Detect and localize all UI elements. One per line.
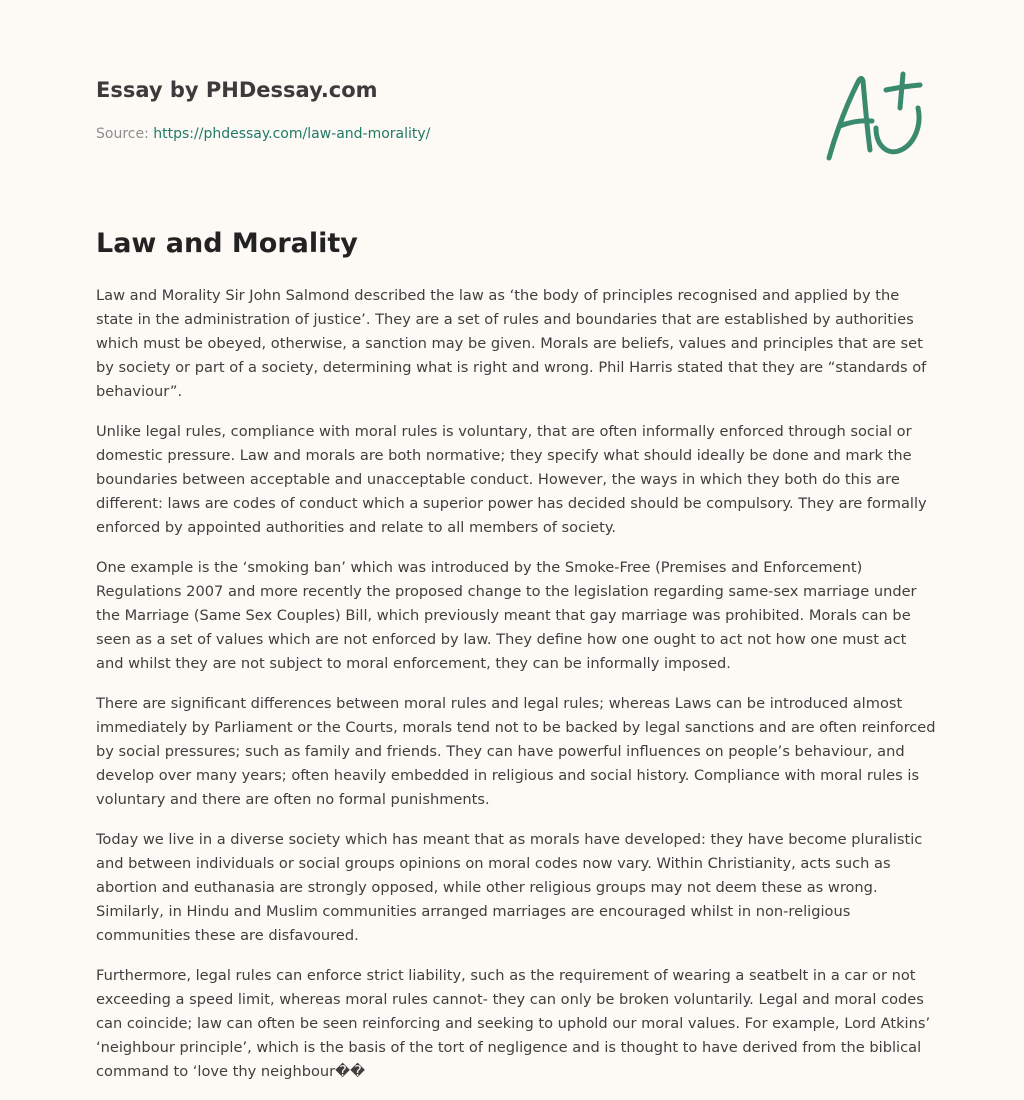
- paragraph: There are significant differences between moral rules and legal rules; whereas Laws can be introduced almost immediately by Parliament or the Courts, morals tend not to be backed by legal sanctions and are often reinforced by social pressures; such as family and friends. They can have powerful influences on people’s behaviour, and develop over many years; often heavily embedded in religious and social history. Compliance with moral rules is voluntary and there are often no formal punishments.: [96, 695, 936, 808]
- source-line: [96, 125, 936, 143]
- source-label: Source:: [96, 126, 149, 142]
- paragraph: Furthermore, legal rules can enforce strict liability, such as the requirement of wearing a seatbelt in a car or not exceeding a speed limit, whereas moral rules cannot- they can only be broken voluntarily. Legal and moral codes can coincide; law can often be seen reinforcing and seeking to uphold our moral values. For example, Lord Atkins’ ‘neighbour principle’, which is the basis of the tort of negligence and is thought to have derived from the biblical command to ‘love thy neighbour��: [96, 967, 931, 1080]
- article-body: [96, 284, 936, 1100]
- source-link[interactable]: https://phdessay.com/law-and-morality/: [153, 126, 431, 142]
- paragraph: One example is the ‘smoking ban’ which was introduced by the Smoke-Free (Premises and Enforcement) Regulations 2007 and more recently the proposed change to the legislation regarding same-sex marriage under the Marriage (Same Sex Couples) Bill, which previously meant that gay marriage was prohibited. Morals can be seen as a set of values which are not enforced by law. They define how one ought to act not how one must act and whilst they are not subject to moral enforcement, they can be informally imposed.: [96, 559, 917, 672]
- page-header: [96, 76, 936, 166]
- paragraph: Law and Morality Sir John Salmond described the law as ‘the body of principles recognised and applied by the state in the administration of justice’. They are a set of rules and boundaries that are established by authorities which must be obeyed, otherwise, a sanction may be given. Morals are beliefs, values and principles that are set by society or part of a society, determining what is right and wrong. Phil Harris stated that they are “standards of behaviour”.: [96, 287, 927, 400]
- paragraph: Today we live in a diverse society which has meant that as morals have developed: they have become pluralistic and between individuals or social groups opinions on moral codes now vary. Within Christianity, acts such as abortion and euthanasia are strongly opposed, while other religious groups may not deem these as wrong. Similarly, in Hindu and Muslim communities arranged marriages are encouraged whilst in non-religious communities these are disfavoured.: [96, 831, 923, 944]
- article-title: Law and Morality: [96, 228, 358, 259]
- brand-title: Essay by PHDessay.com: [96, 78, 378, 102]
- a-plus-logo-icon: [822, 68, 928, 164]
- paragraph: Unlike legal rules, compliance with moral rules is voluntary, that are often informally enforced through social or domestic pressure. Law and morals are both normative; they specify what should ideally be done and mark the boundaries between acceptable and unacceptable conduct. However, the ways in which they both do this are different: laws are codes of conduct which a superior power has decided should be compulsory. They are formally enforced by appointed authorities and relate to all members of society.: [96, 423, 927, 536]
